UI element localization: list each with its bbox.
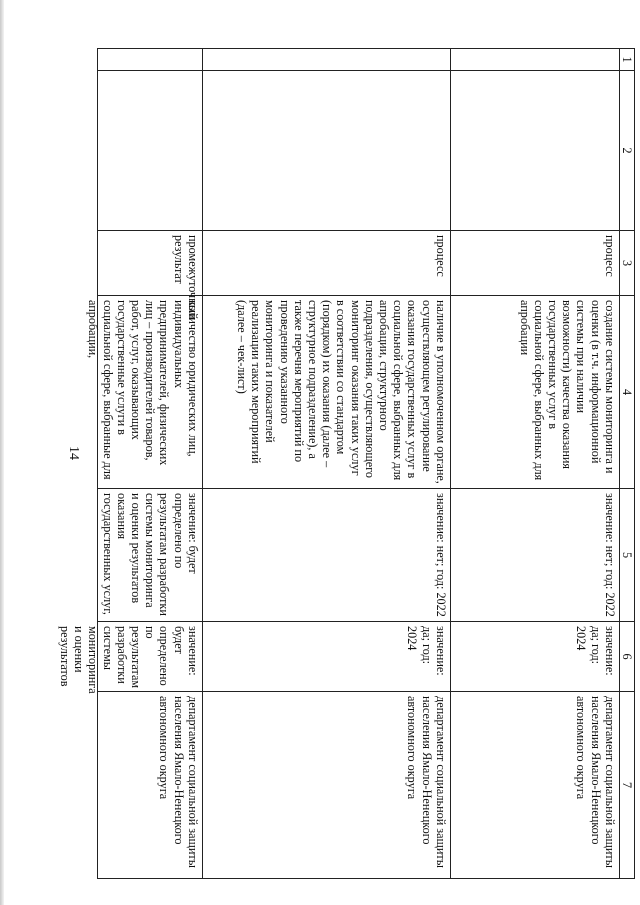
table-cell: департамент социальной защиты населения Ямало-Ненецкого автономного округа — [202, 692, 450, 879]
table-cell: значение: нет; год: 2022 — [202, 489, 450, 622]
header-cell: 6 — [619, 622, 634, 692]
header-cell: 5 — [619, 489, 634, 622]
table-header-row — [619, 49, 634, 879]
cell-text: количество юридических лиц, индивидуальных предпринимателей, физических лиц – производителей товаров, работ, услуг, оказывающих государственные услуги в социальной сфере, выбранные для апробации, — [86, 300, 200, 480]
header-cell: 4 — [619, 296, 634, 489]
table-cell: процесс — [450, 231, 619, 296]
table-cell: промежуточный результат — [97, 231, 202, 296]
header-cell: 7 — [619, 692, 634, 879]
cell-text: департамент социальной защиты населения Ямало-Ненецкого автономного округа — [157, 696, 200, 868]
cell-text: значение: будет определено по результатам разработки системы мониторинга и оценки результатов — [57, 626, 200, 694]
table-cell: значение: да; год: 2024 — [202, 622, 450, 692]
table-cell: значение: да; год: 2024 — [450, 622, 619, 692]
table-cell — [97, 692, 202, 879]
header-cell: 1 — [619, 49, 634, 71]
table-cell — [57, 622, 202, 694]
header-cell: 2 — [619, 71, 634, 231]
table-cell — [86, 296, 202, 489]
table-row — [97, 49, 202, 879]
page-number: 14 — [66, 446, 81, 460]
header-cell: 3 — [619, 231, 634, 296]
scan-edge — [0, 0, 4, 905]
table-cell: наличие в уполномоченном органе, осуществляющем регулирование оказания государственных услуг в социальной сфере, выбранных для апробации, структурного подразделения, осуществляющего мониторинг оказания таких услуг в соответствии со стандартом (порядком) их оказания (далее – структурное подразделение), а также перечня мероприятий по проведению указанного мониторинга и показателей реализации таких мероприятий (далее – чек-лист) — [202, 296, 450, 489]
table-cell — [97, 49, 202, 71]
table-cell: департамент социальной защиты населения Ямало-Ненецкого автономного округа — [450, 692, 619, 879]
table-cell: процесс — [202, 231, 450, 296]
table-cell — [450, 71, 619, 231]
table-cell: создание системы мониторинга и оценки (в т.ч. информационной системы при наличии возможности) качества оказания государственных услуг в социальной сфере, выбранных для апробации — [450, 296, 619, 489]
table-cell — [202, 71, 450, 231]
table-cell — [97, 489, 202, 622]
table-cell: значение: нет; год: 2022 — [450, 489, 619, 622]
table-row — [202, 49, 450, 879]
cell-text: значение: будет определено по результатам разработки системы мониторинга и оценки результатов оказания государственных услуг, — [100, 493, 200, 616]
table-row — [450, 49, 619, 879]
table-cell — [97, 71, 202, 231]
table-cell — [202, 49, 450, 71]
table-cell — [450, 49, 619, 71]
